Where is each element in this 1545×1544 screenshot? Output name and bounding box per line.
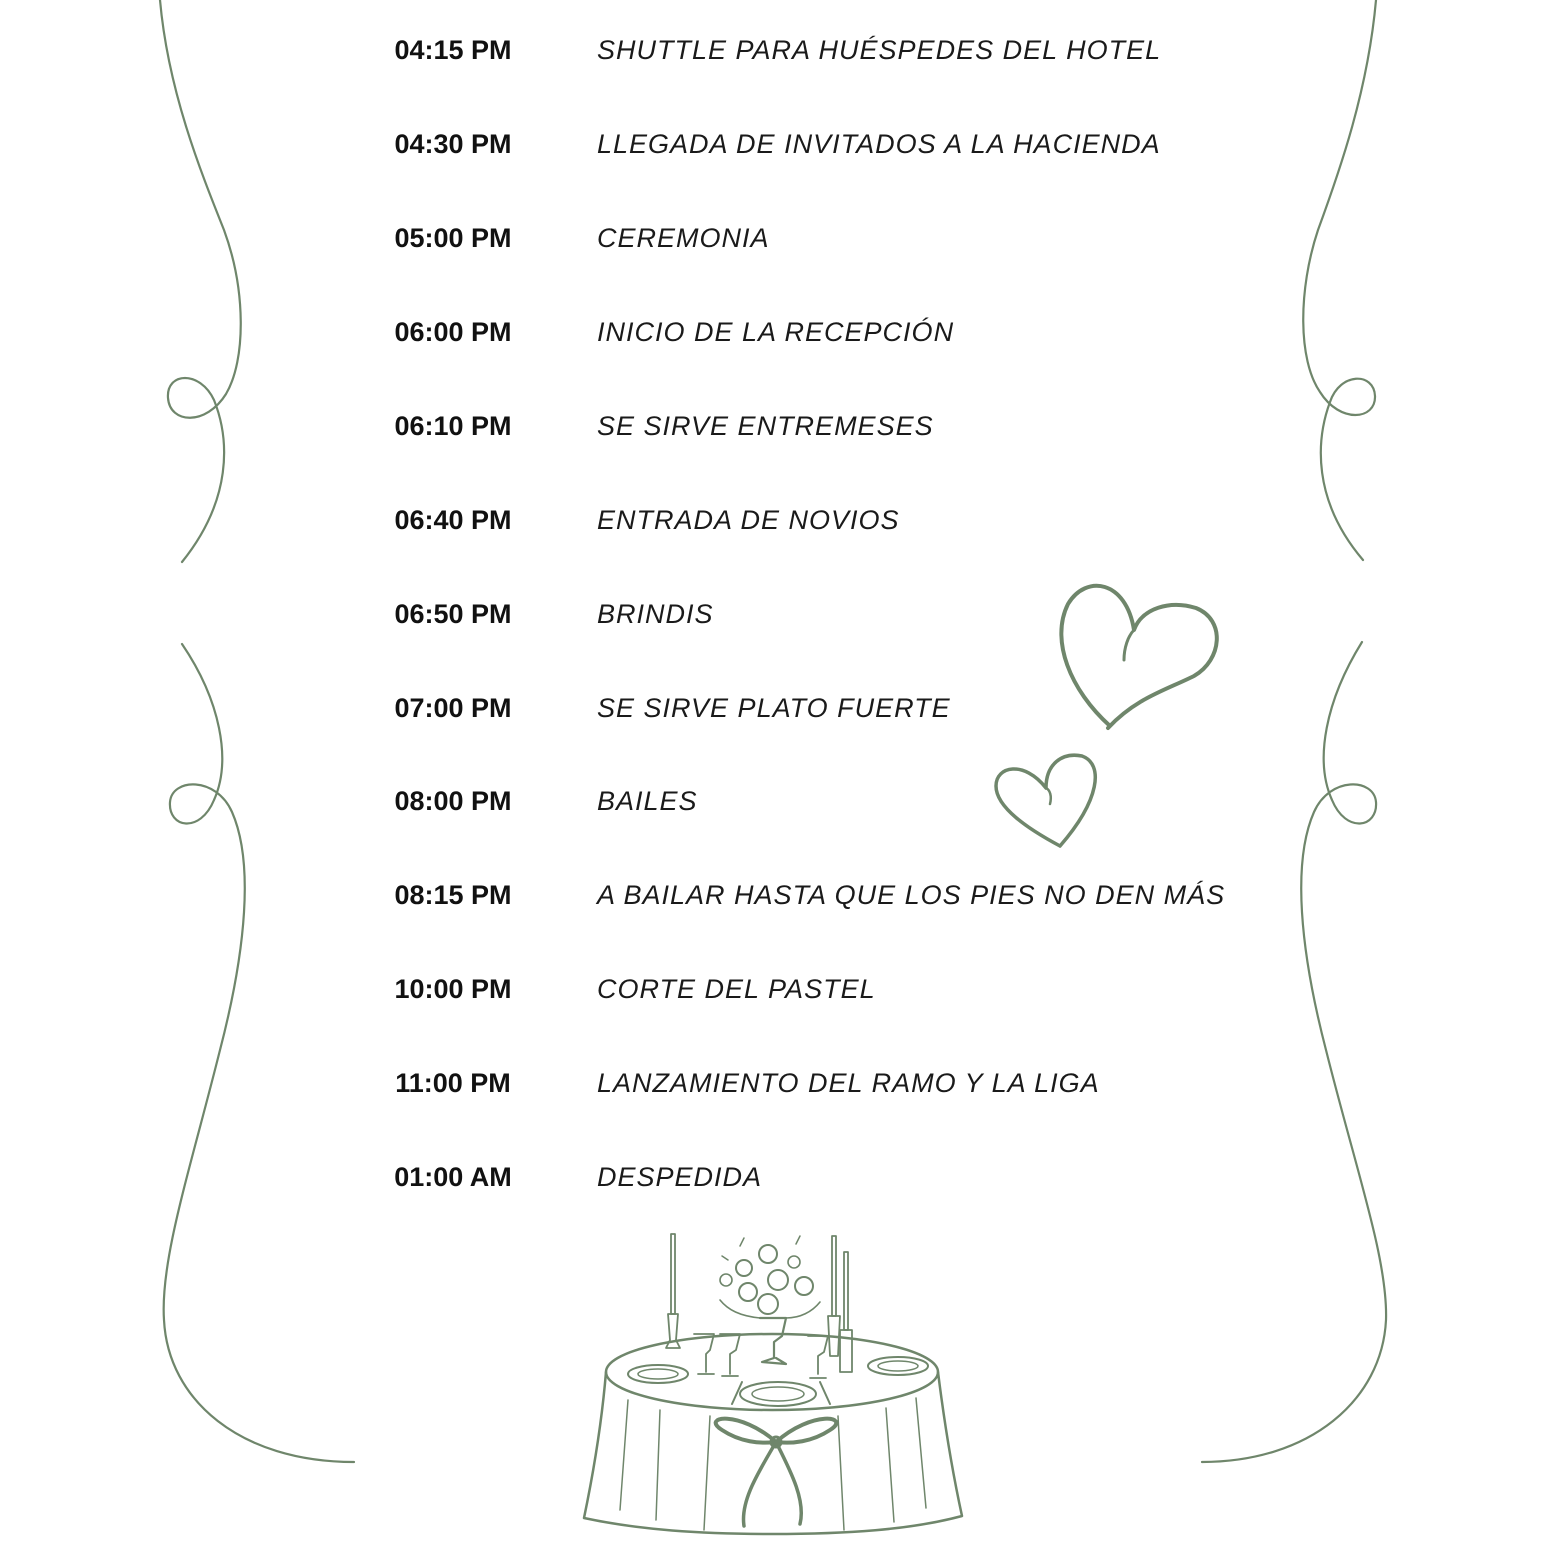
- ribbon-swirl-right-upper-icon: [1303, 0, 1376, 560]
- schedule-item: [0, 1063, 1545, 1103]
- schedule-time: 10:00 PM: [394, 974, 512, 1004]
- schedule-item: [0, 969, 1545, 1009]
- schedule-event: SE SIRVE ENTREMESES: [597, 411, 934, 441]
- schedule-time: 06:00 PM: [394, 317, 512, 347]
- schedule-item: [0, 312, 1545, 352]
- schedule-item: [0, 594, 1545, 634]
- schedule-event: BAILES: [597, 786, 698, 816]
- dinner-table-illustration-icon: [584, 1234, 962, 1534]
- schedule-time: 01:00 AM: [394, 1162, 512, 1192]
- schedule-event: BRINDIS: [597, 599, 714, 629]
- schedule-item: [0, 875, 1545, 915]
- schedule-event: CORTE DEL PASTEL: [597, 974, 876, 1004]
- schedule-time: 06:40 PM: [394, 505, 512, 535]
- schedule-item: [0, 124, 1545, 164]
- ribbon-swirl-right-lower-icon: [1202, 642, 1386, 1462]
- schedule-event: DESPEDIDA: [597, 1162, 763, 1192]
- schedule-item: [0, 688, 1545, 728]
- schedule-time: 08:15 PM: [394, 880, 512, 910]
- schedule-event: INICIO DE LA RECEPCIÓN: [597, 317, 955, 347]
- schedule-time: 08:00 PM: [394, 786, 512, 816]
- schedule-event: LANZAMIENTO DEL RAMO Y LA LIGA: [597, 1068, 1100, 1098]
- schedule-item: [0, 1157, 1545, 1197]
- schedule-time: 06:10 PM: [394, 411, 512, 441]
- schedule-item: [0, 781, 1545, 821]
- schedule-event: LLEGADA DE INVITADOS A LA HACIENDA: [597, 129, 1161, 159]
- schedule-item: [0, 218, 1545, 258]
- schedule-item: [0, 30, 1545, 70]
- ribbon-swirl-left-upper-icon: [160, 0, 241, 562]
- schedule-event: CEREMONIA: [597, 223, 770, 253]
- schedule-event: A BAILAR HASTA QUE LOS PIES NO DEN MÁS: [597, 880, 1226, 910]
- schedule-item: [0, 500, 1545, 540]
- schedule-time: 04:30 PM: [394, 129, 512, 159]
- schedule-time: 05:00 PM: [394, 223, 512, 253]
- schedule-time: 07:00 PM: [394, 693, 512, 723]
- schedule-event: SE SIRVE PLATO FUERTE: [597, 693, 951, 723]
- schedule-event: ENTRADA DE NOVIOS: [597, 505, 900, 535]
- schedule-time: 04:15 PM: [394, 35, 512, 65]
- schedule-event: SHUTTLE PARA HUÉSPEDES DEL HOTEL: [597, 35, 1162, 65]
- ribbon-swirl-left-lower-icon: [164, 644, 354, 1462]
- schedule-item: [0, 406, 1545, 446]
- schedule-time: 06:50 PM: [394, 599, 512, 629]
- schedule-time: 11:00 PM: [395, 1068, 511, 1098]
